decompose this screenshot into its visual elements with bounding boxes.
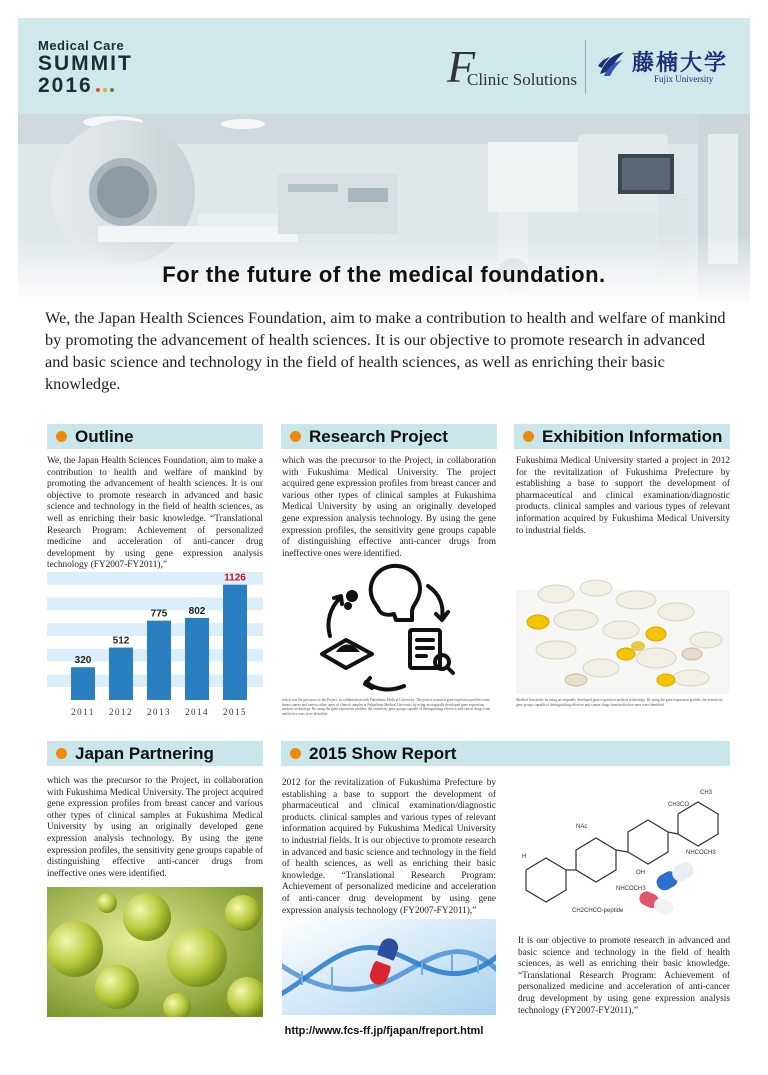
cells-illustration <box>47 887 263 1017</box>
research-caption: which was the precursor to the Project, in collaboration with Fukushima Medical University. The project acquired gene expression profiles from breast cancer and various other types of clinical samples at Fukushima Medical University by using an originally developed gene expression analysis technology. By using the gene expression profiles, the sensitivity gene groups capable of distinguishing effective anti-cancer drugs from ineffective ones were identified. <box>282 698 491 716</box>
summit-line1: Medical Care <box>38 38 125 53</box>
section-heading-show-report <box>281 741 730 766</box>
show-report-right-text: It is our objective to promote research in advanced and basic science and technology in the field of health sciences, as well as enriching their basic knowledge. “Translational Research Program: Achievement of personalized medicine and acceleration of anti-cancer drug development by using gene expression analysis technology (FY2007-FY2011),” <box>518 936 730 1016</box>
molecule-label: CH3 <box>700 790 713 796</box>
fclinic-letter: F <box>447 41 476 92</box>
summit-logo <box>38 38 133 97</box>
bullet-icon <box>56 748 67 759</box>
logo-divider <box>585 40 586 94</box>
bullet-icon <box>290 748 301 759</box>
molecule-label: H <box>522 854 527 860</box>
university-crest-icon <box>596 48 628 80</box>
dot-icon <box>96 88 100 92</box>
bar-chart <box>47 566 263 720</box>
exhibition-caption: Medical University by using an originally developed gene expression analysis technology. By using the gene expression profiles, the sensitivity gene groups capable of distinguishing effective anti-cancer drugs from ineffective ones were identified. <box>516 698 723 707</box>
arrow-icon <box>328 598 340 636</box>
chart-x-label: 2012 <box>109 707 133 717</box>
summit-line3 <box>38 75 133 97</box>
dna-photo <box>282 919 496 1015</box>
chart-x-label: 2015 <box>223 707 247 717</box>
show-report-text: 2012 for the revitalization of Fukushima Prefecture by establishing a base to support the development of pharmaceutical and clinical examination/diagnostic products. clinical samples and various types of relevant information acquired by Fukushima Medical University to industrial fields. It is our objective to promote research in advanced and basic science and technology in the field of health sciences, as well as enriching their basic knowledge. “Translational Research Program: Achievement of personalized medicine and acceleration of anti-cancer drug development by using gene expression analysis technology (FY2007-FY2011),” <box>282 778 496 916</box>
section-title: Japan Partnering <box>75 744 214 763</box>
intro-paragraph: We, the Japan Health Sciences Foundation, aim to make a contribution to health and welfare of mankind by promoting the advancement of health sciences. It is our objective to promote research in advanced and basic science and technology in the field of health sciences, as well as enriching their basic knowledge. <box>45 308 726 393</box>
exhibition-text: Fukushima Medical University started a project in 2012 for the revitalization of Fukushima Prefecture by establishing a base to support the development of pharmaceutical and clinical examination/diagnostic products. clinical samples and various types of relevant information acquired by Fukushima Medical University to industrial fields. <box>516 456 730 536</box>
fclinic-text: Clinic Solutions <box>467 70 578 89</box>
summit-year: 2016 <box>38 74 93 97</box>
chart-x-labels <box>71 707 247 717</box>
chart-x-label: 2014 <box>185 707 209 717</box>
footer-url[interactable]: http://www.fcs-ff.jp/fjapan/freport.html <box>284 1025 484 1037</box>
pills-illustration <box>516 550 730 694</box>
pills-photo <box>516 550 730 694</box>
university-kanji: 藤楠大学 <box>632 50 729 75</box>
powder-icon <box>322 640 372 668</box>
molecule-photo <box>516 778 730 924</box>
chart-bar <box>147 621 171 700</box>
molecule-label: OH <box>636 870 645 876</box>
chart-value-label: 320 <box>74 655 92 667</box>
dna-illustration <box>282 919 496 1015</box>
outline-text: We, the Japan Health Sciences Foundation, aim to make a contribution to health and welfare of mankind by promoting the advancement of health sciences. It is our objective to promote research in advanced and basic science and technology in the field of health sciences, as well as enriching their basic knowledge. “Translational Research Program: Achievement of personalized medicine and acceleration of anti-cancer drug development by using gene expression analysis technology (FY2007-FY2011),” <box>47 456 263 571</box>
chart-value-label: 775 <box>150 608 168 620</box>
section-title: Outline <box>75 427 134 446</box>
summit-line2: SUMMIT <box>38 52 133 75</box>
hero-title: For the future of the medical foundation. <box>162 262 606 287</box>
chart-x-label: 2011 <box>71 707 95 717</box>
chart-bar <box>109 648 133 700</box>
head-icon <box>371 566 420 620</box>
molecule-label: NHCOCH3 <box>686 850 716 856</box>
molecule-label: NAc <box>576 824 588 830</box>
chart-value-label: 802 <box>188 605 206 617</box>
chart-value-label: 512 <box>112 635 130 647</box>
bullet-icon <box>290 431 301 442</box>
cells-photo <box>47 887 263 1017</box>
fujix-logo <box>596 46 744 92</box>
dot-icon <box>110 88 114 92</box>
fclinic-logo <box>447 41 578 94</box>
chart-bar <box>71 667 95 700</box>
partnering-text: which was the precursor to the Project, in collaboration with Fukushima Medical University. The project acquired gene expression profiles from breast cancer and various other types of clinical samples at Fukushima Medical University by using an originally developed gene expression analysis technology. By using the gene expression profiles, the sensitivity gene groups capable of distinguishing effective anti-cancer drugs from ineffective ones were identified. <box>47 776 263 879</box>
section-heading-exhibition <box>514 424 730 449</box>
research-text: which was the precursor to the Project, in collaboration with Fukushima Medical University. The project acquired gene expression profiles from breast cancer and various other types of clinical samples at Fukushima Medical University by using an originally developed gene expression analysis technology. By using the gene expression profiles, the sensitivity gene groups capable of distinguishing effective anti-cancer drugs from ineffective ones were identified. <box>282 456 496 559</box>
chart-value-label: 1126 <box>224 572 246 584</box>
dot-icon <box>103 88 107 92</box>
molecule-label: CH2CHCO-peptide <box>572 908 624 914</box>
summit-dots <box>96 75 117 97</box>
section-title: Exhibition Information <box>542 427 723 446</box>
chart-bar <box>185 618 209 700</box>
section-heading-outline <box>47 424 263 449</box>
bullet-icon <box>56 431 67 442</box>
molecule-illustration <box>516 778 730 924</box>
university-name: Fujix University <box>654 74 714 84</box>
molecule-label: CH3CO <box>668 802 690 808</box>
section-title: 2015 Show Report <box>309 744 457 763</box>
research-cycle-diagram <box>316 558 466 696</box>
section-title: Research Project <box>309 427 448 446</box>
molecule-label: NHCOCH3 <box>616 886 646 892</box>
section-heading-partnering <box>47 741 263 766</box>
chart-x-label: 2013 <box>147 707 171 717</box>
bullet-icon <box>523 431 534 442</box>
chart-bar <box>223 585 247 700</box>
section-heading-research <box>281 424 497 449</box>
